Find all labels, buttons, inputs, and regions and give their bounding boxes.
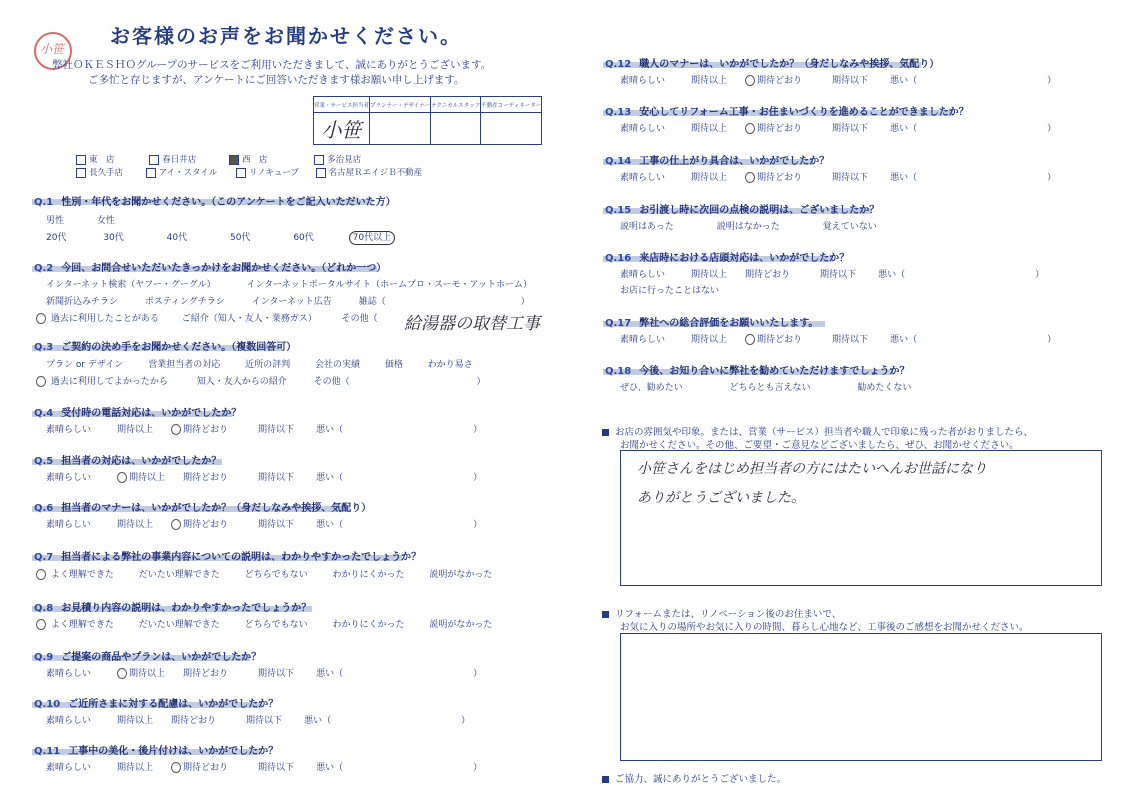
option-hard-to-understand[interactable]: わかりにくかった (332, 620, 405, 630)
option-excellent[interactable]: 素晴らしい (46, 669, 92, 679)
store-row-1 (76, 153, 361, 165)
option-as-expected[interactable]: 期待どおり (745, 76, 802, 86)
option-below-expectation[interactable]: 期待以下 (832, 335, 869, 345)
rating-options (620, 121, 1056, 134)
staff-header-realestate: 不動産コーディネーター (481, 97, 542, 113)
option-excellent[interactable]: 素晴らしい (620, 76, 666, 86)
circle-mark-icon (745, 75, 755, 86)
option-above-expectation[interactable]: 期待以上 (691, 335, 728, 345)
option-bad[interactable]: 悪い（ (890, 173, 918, 183)
option-magazine-close: ） (520, 297, 530, 307)
rating-options (620, 332, 1056, 345)
option-bad-close: ） (1047, 124, 1057, 134)
circle-mark-icon (171, 519, 181, 530)
option-other[interactable]: その他（ (313, 377, 350, 387)
comment2-prompt-2: お気に入りの場所やお気に入りの時間、暮らし心地など、工事後のご感想をお聞かせください。 (620, 622, 1029, 633)
q2-handwritten-answer: 給湯器の取替工事 (404, 314, 540, 334)
option-bad[interactable]: 悪い（ (890, 76, 918, 86)
circle-mark-icon (745, 172, 755, 183)
bullet-square-icon (602, 611, 609, 618)
page-title: お客様のお声をお聞かせください。 (110, 24, 462, 48)
option-above-expectation[interactable]: 期待以上 (691, 173, 728, 183)
q2-row-2 (46, 294, 530, 307)
option-female[interactable]: 女性 (96, 216, 115, 226)
option-excellent[interactable]: 素晴らしい (620, 173, 666, 183)
option-30s[interactable]: 30代 (103, 233, 124, 243)
option-above-expectation[interactable]: 期待以上 (117, 473, 165, 483)
circle-mark-icon (171, 424, 181, 435)
thanks-note: ご協力、誠にありがとうございました。 (602, 771, 786, 785)
store-row-2 (76, 166, 422, 178)
circle-mark-icon (745, 334, 755, 345)
store-checkbox-istyle[interactable]: アイ・スタイル (146, 168, 218, 178)
option-other[interactable]: その他（ (341, 314, 378, 324)
staff-tech-name (431, 113, 481, 145)
option-bad[interactable]: 悪い（ (316, 763, 344, 773)
option-bad-close: ） (1047, 76, 1057, 86)
option-below-expectation[interactable]: 期待以下 (258, 425, 295, 435)
option-bad-close: ） (473, 669, 483, 679)
option-as-expected[interactable]: 期待どおり (745, 173, 802, 183)
staff-header-tech: テクニカルスタッフ (431, 97, 481, 113)
comment1-prompt: お店の雰囲気や印象。または、営業（サービス）担当者や職人で印象に残った者がおりましたら、 (602, 424, 1033, 438)
question-q15: Q.15 お引渡し時に次回の点検の説明は、ございましたか？ (605, 205, 880, 216)
option-50s[interactable]: 50代 (229, 233, 251, 243)
option-track-record[interactable]: 会社の実績 (314, 360, 360, 370)
option-explained[interactable]: 説明はあった (620, 222, 674, 232)
option-mostly-understood[interactable]: だいたい理解できた (138, 620, 220, 630)
q1-age-options (46, 230, 395, 243)
option-bad[interactable]: 悪い（ (878, 270, 906, 280)
rating-options (46, 713, 470, 726)
option-not-explained[interactable]: 説明はなかった (716, 222, 780, 232)
question-q14: Q.14 工事の仕上がり具合は、いかがでしたか？ (605, 156, 830, 167)
option-hard-to-understand[interactable]: わかりにくかった (332, 570, 405, 580)
bullet-square-icon (602, 776, 609, 783)
option-excellent[interactable]: 素晴らしい (620, 270, 666, 280)
option-excellent[interactable]: 素晴らしい (46, 425, 92, 435)
q1-gender-options (46, 213, 115, 226)
option-20s[interactable]: 20代 (46, 233, 67, 243)
option-clarity[interactable]: わかり易さ (427, 360, 473, 370)
option-referral[interactable]: ご紹介（知人・友人・業務ガス） (181, 314, 317, 324)
store-checkbox-nagakute[interactable]: 長久手店 (76, 168, 123, 178)
option-excellent[interactable]: 素晴らしい (620, 124, 666, 134)
option-posting-flyer[interactable]: ポスティングチラシ (144, 297, 225, 307)
option-bad-close: ） (473, 425, 483, 435)
option-not-recommend[interactable]: 勧めたくない (857, 383, 912, 393)
comment1-handwritten-2: ありがとうございました。 (637, 490, 805, 506)
option-dont-remember[interactable]: 覚えていない (822, 222, 877, 232)
q15-options (620, 219, 877, 232)
option-plan-design[interactable]: プラン or デザイン (46, 360, 124, 370)
staff-header-sales: 営業・サービス担当者 (314, 97, 370, 113)
question-q12: Q.12 職人のマナーは、いかがでしたか？（身だしなみや挨拶、気配り） (605, 59, 940, 70)
rating-options (620, 73, 1056, 86)
option-as-expected[interactable]: 期待どおり (171, 425, 228, 435)
q3-row-2 (36, 374, 486, 387)
question-q11: Q.11 工事中の美化・後片付けは、いかがでしたか？ (34, 746, 279, 757)
option-no-explanation[interactable]: 説明がなかった (429, 570, 493, 580)
store-checkbox-nishi[interactable]: 西 店 (229, 155, 268, 165)
option-above-expectation[interactable]: 期待以上 (117, 425, 154, 435)
question-q1: Q.1 性別・年代をお聞かせください。（このアンケートをご記入いただいた方） (34, 197, 396, 208)
staff-table (313, 96, 542, 145)
question-q17: Q.17 弊社への総合評価をお願いいたします。 (605, 318, 819, 329)
option-bad-close: ） (473, 520, 483, 530)
option-mostly-understood[interactable]: だいたい理解できた (138, 570, 220, 580)
question-q18: Q.18 今後、お知り合いに弊社を勧めていただけますでしょうか？ (605, 366, 910, 377)
circle-mark-icon (171, 762, 181, 773)
option-bad-close: ） (461, 716, 471, 726)
option-bad[interactable]: 悪い（ (304, 716, 332, 726)
option-reputation[interactable]: 近所の評判 (245, 360, 291, 370)
option-friend-referral[interactable]: 知人・友人からの紹介 (196, 377, 287, 387)
intro-line-2: ご多忙と存じますが、アンケートにご回答いただきます様お願い申し上げます。 (88, 74, 465, 86)
circle-mark-icon (36, 569, 46, 580)
option-neutral[interactable]: どちらでもない (244, 620, 308, 630)
option-bad-close: ） (473, 473, 483, 483)
option-other-close: ） (476, 377, 486, 387)
question-q10: Q.10 ご近所さまに対する配慮は、いかがでしたか？ (34, 699, 279, 710)
option-below-expectation[interactable]: 期待以下 (820, 270, 857, 280)
option-bad[interactable]: 悪い（ (316, 425, 344, 435)
q2-row-1 (46, 277, 532, 290)
bullet-square-icon (602, 429, 609, 436)
option-above-expectation[interactable]: 期待以上 (691, 76, 728, 86)
option-as-expected[interactable]: 期待どおり (171, 763, 228, 773)
option-above-expectation[interactable]: 期待以上 (691, 270, 728, 280)
option-bad[interactable]: 悪い（ (890, 335, 918, 345)
option-60s[interactable]: 60代 (293, 233, 314, 243)
store-checkbox-nagoya[interactable]: 名古屋ＲエイジＢ不動産 (316, 168, 423, 178)
option-bad[interactable]: 悪い（ (316, 473, 344, 483)
option-as-expected[interactable]: 期待どおり (745, 335, 802, 345)
question-q16: Q.16 来店時における店頭対応は、いかがでしたか？ (605, 253, 850, 264)
circle-mark-icon (36, 376, 46, 387)
question-q4: Q.4 受付時の電話対応は、いかがでしたか？ (34, 408, 242, 419)
option-below-expectation[interactable]: 期待以下 (258, 669, 295, 679)
rating-options (46, 760, 482, 773)
circle-mark-icon (36, 619, 46, 630)
option-above-expectation[interactable]: 期待以上 (117, 763, 154, 773)
store-checkbox-higashi[interactable]: 東 店 (76, 155, 115, 165)
question-q7: Q.7 担当者による弊社の事業内容についての説明は、わかりやすかったでしょうか？ (34, 552, 422, 563)
option-internet-ad[interactable]: インターネット広告 (251, 297, 332, 307)
option-excellent[interactable]: 素晴らしい (46, 716, 92, 726)
option-bad-close: ） (1035, 270, 1045, 280)
option-below-expectation[interactable]: 期待以下 (258, 520, 295, 530)
option-as-expected[interactable]: 期待どおり (745, 124, 802, 134)
question-q8: Q.8 お見積り内容の説明は、わかりやすかったでしょうか？ (34, 603, 312, 614)
option-male[interactable]: 男性 (46, 216, 65, 226)
rating-options (620, 267, 1044, 280)
option-below-expectation[interactable]: 期待以下 (832, 124, 869, 134)
q7-options (36, 567, 492, 580)
option-excellent[interactable]: 素晴らしい (620, 335, 666, 345)
store-checkbox-kasugai[interactable]: 春日井店 (149, 155, 196, 165)
intro-line-1: 弊社ＯＫＥＳＨＯグループのサービスをご利用いただきまして、誠にありがとうございます。 (52, 59, 492, 71)
option-as-expected[interactable]: 期待どおり (183, 473, 229, 483)
circle-mark-icon (117, 472, 127, 483)
q3-row-1 (46, 357, 473, 370)
staff-realestate-name (481, 113, 542, 145)
question-q3: Q.3 ご契約の決め手をお聞かせください。（複数回答可） (34, 342, 297, 353)
option-sales-rep[interactable]: 営業担当者の対応 (148, 360, 221, 370)
option-excellent[interactable]: 素晴らしい (46, 473, 92, 483)
option-bad-close: ） (473, 763, 483, 773)
rating-options (46, 517, 482, 530)
option-above-expectation[interactable]: 期待以上 (117, 669, 165, 679)
q2-row-3 (36, 311, 378, 324)
option-internet-search[interactable]: インターネット検索（ヤフー・グーグル） (46, 280, 216, 290)
comment2-box[interactable] (620, 633, 1102, 761)
q8-options (36, 617, 492, 630)
option-bad[interactable]: 悪い（ (316, 669, 344, 679)
option-understood-well[interactable]: よく理解できた (50, 570, 114, 580)
question-q6: Q.6 担当者のマナーは、いかがでしたか？（身だしなみや挨拶、気配り） (34, 503, 372, 514)
store-checkbox-tajimi[interactable]: 多治見店 (314, 155, 361, 165)
option-40s[interactable]: 40代 (166, 233, 188, 243)
comment2-prompt: リフォームまたは、リノベーション後のお住まいで、 (602, 606, 841, 620)
store-checkbox-renocube[interactable]: リノキューブ (236, 168, 299, 178)
staff-planner-name (370, 113, 431, 145)
option-no-explanation[interactable]: 説明がなかった (429, 620, 493, 630)
option-portal-site[interactable]: インターネットポータルサイト（ホームプロ・スーモ・アットホーム） (246, 280, 533, 290)
staff-sales-name: 小笹 (314, 113, 370, 145)
question-q13: Q.13 安心してリフォーム工事・お住まいづくりを進めることができましたか？ (605, 107, 969, 118)
comment1-prompt-2: お聞かせください。その他、ご要望・ご意見などございましたら、ぜひ、お聞かせください。 (620, 440, 1019, 451)
q18-options (620, 380, 911, 393)
rating-options (46, 666, 482, 679)
q16-never-visited[interactable]: お店に行ったことはない (620, 286, 720, 296)
option-good-before[interactable]: 過去に利用してよかったから (50, 377, 168, 387)
option-above-expectation[interactable]: 期待以上 (691, 124, 728, 134)
circle-mark-icon (745, 123, 755, 134)
option-newspaper-flyer[interactable]: 新聞折込みチラシ (46, 297, 119, 307)
staff-header-planner: プランナー・デザイナー (370, 97, 431, 113)
option-excellent[interactable]: 素晴らしい (46, 763, 92, 773)
option-below-expectation[interactable]: 期待以下 (258, 473, 295, 483)
option-as-expected[interactable]: 期待どおり (183, 669, 229, 679)
stamp-text: 小笹 (40, 42, 65, 56)
option-recommend[interactable]: ぜひ、勧めたい (620, 383, 683, 393)
option-price[interactable]: 価格 (384, 360, 403, 370)
option-used-before[interactable]: 過去に利用したことがある (50, 314, 159, 324)
option-bad[interactable]: 悪い（ (316, 520, 344, 530)
option-above-expectation[interactable]: 期待以上 (117, 716, 154, 726)
circle-mark-icon (36, 313, 46, 324)
option-bad[interactable]: 悪い（ (890, 124, 918, 134)
option-as-expected[interactable]: 期待どおり (171, 520, 228, 530)
rating-options (46, 422, 482, 435)
rating-options (46, 470, 482, 483)
option-excellent[interactable]: 素晴らしい (46, 520, 92, 530)
option-undecided[interactable]: どちらとも言えない (729, 383, 811, 393)
comment1-handwritten-1: 小笹さんをはじめ担当者の方にはたいへんお世話になり (637, 461, 987, 477)
question-q2: Q.2 今回、お問合せいただいたきっかけをお聞かせください。（どれか一つ） (34, 263, 387, 274)
question-q5: Q.5 担当者の対応は、いかがでしたか？ (34, 456, 222, 467)
option-neutral[interactable]: どちらでもない (244, 570, 308, 580)
question-q9: Q.9 ご提案の商品やプランは、いかがでしたか？ (34, 652, 262, 663)
option-below-expectation[interactable]: 期待以下 (832, 76, 869, 86)
rating-options (620, 170, 1056, 183)
option-below-expectation[interactable]: 期待以下 (246, 716, 283, 726)
option-understood-well[interactable]: よく理解できた (50, 620, 114, 630)
option-magazine[interactable]: 雑誌（ (358, 297, 386, 307)
option-bad-close: ） (1047, 335, 1057, 345)
option-bad-close: ） (1047, 173, 1057, 183)
option-below-expectation[interactable]: 期待以下 (258, 763, 295, 773)
option-70s-circled[interactable]: 70代以上 (349, 231, 395, 245)
circle-mark-icon (117, 668, 127, 679)
option-as-expected[interactable]: 期待どおり (745, 270, 791, 280)
option-above-expectation[interactable]: 期待以上 (117, 520, 154, 530)
option-as-expected[interactable]: 期待どおり (171, 716, 217, 726)
option-below-expectation[interactable]: 期待以下 (832, 173, 869, 183)
